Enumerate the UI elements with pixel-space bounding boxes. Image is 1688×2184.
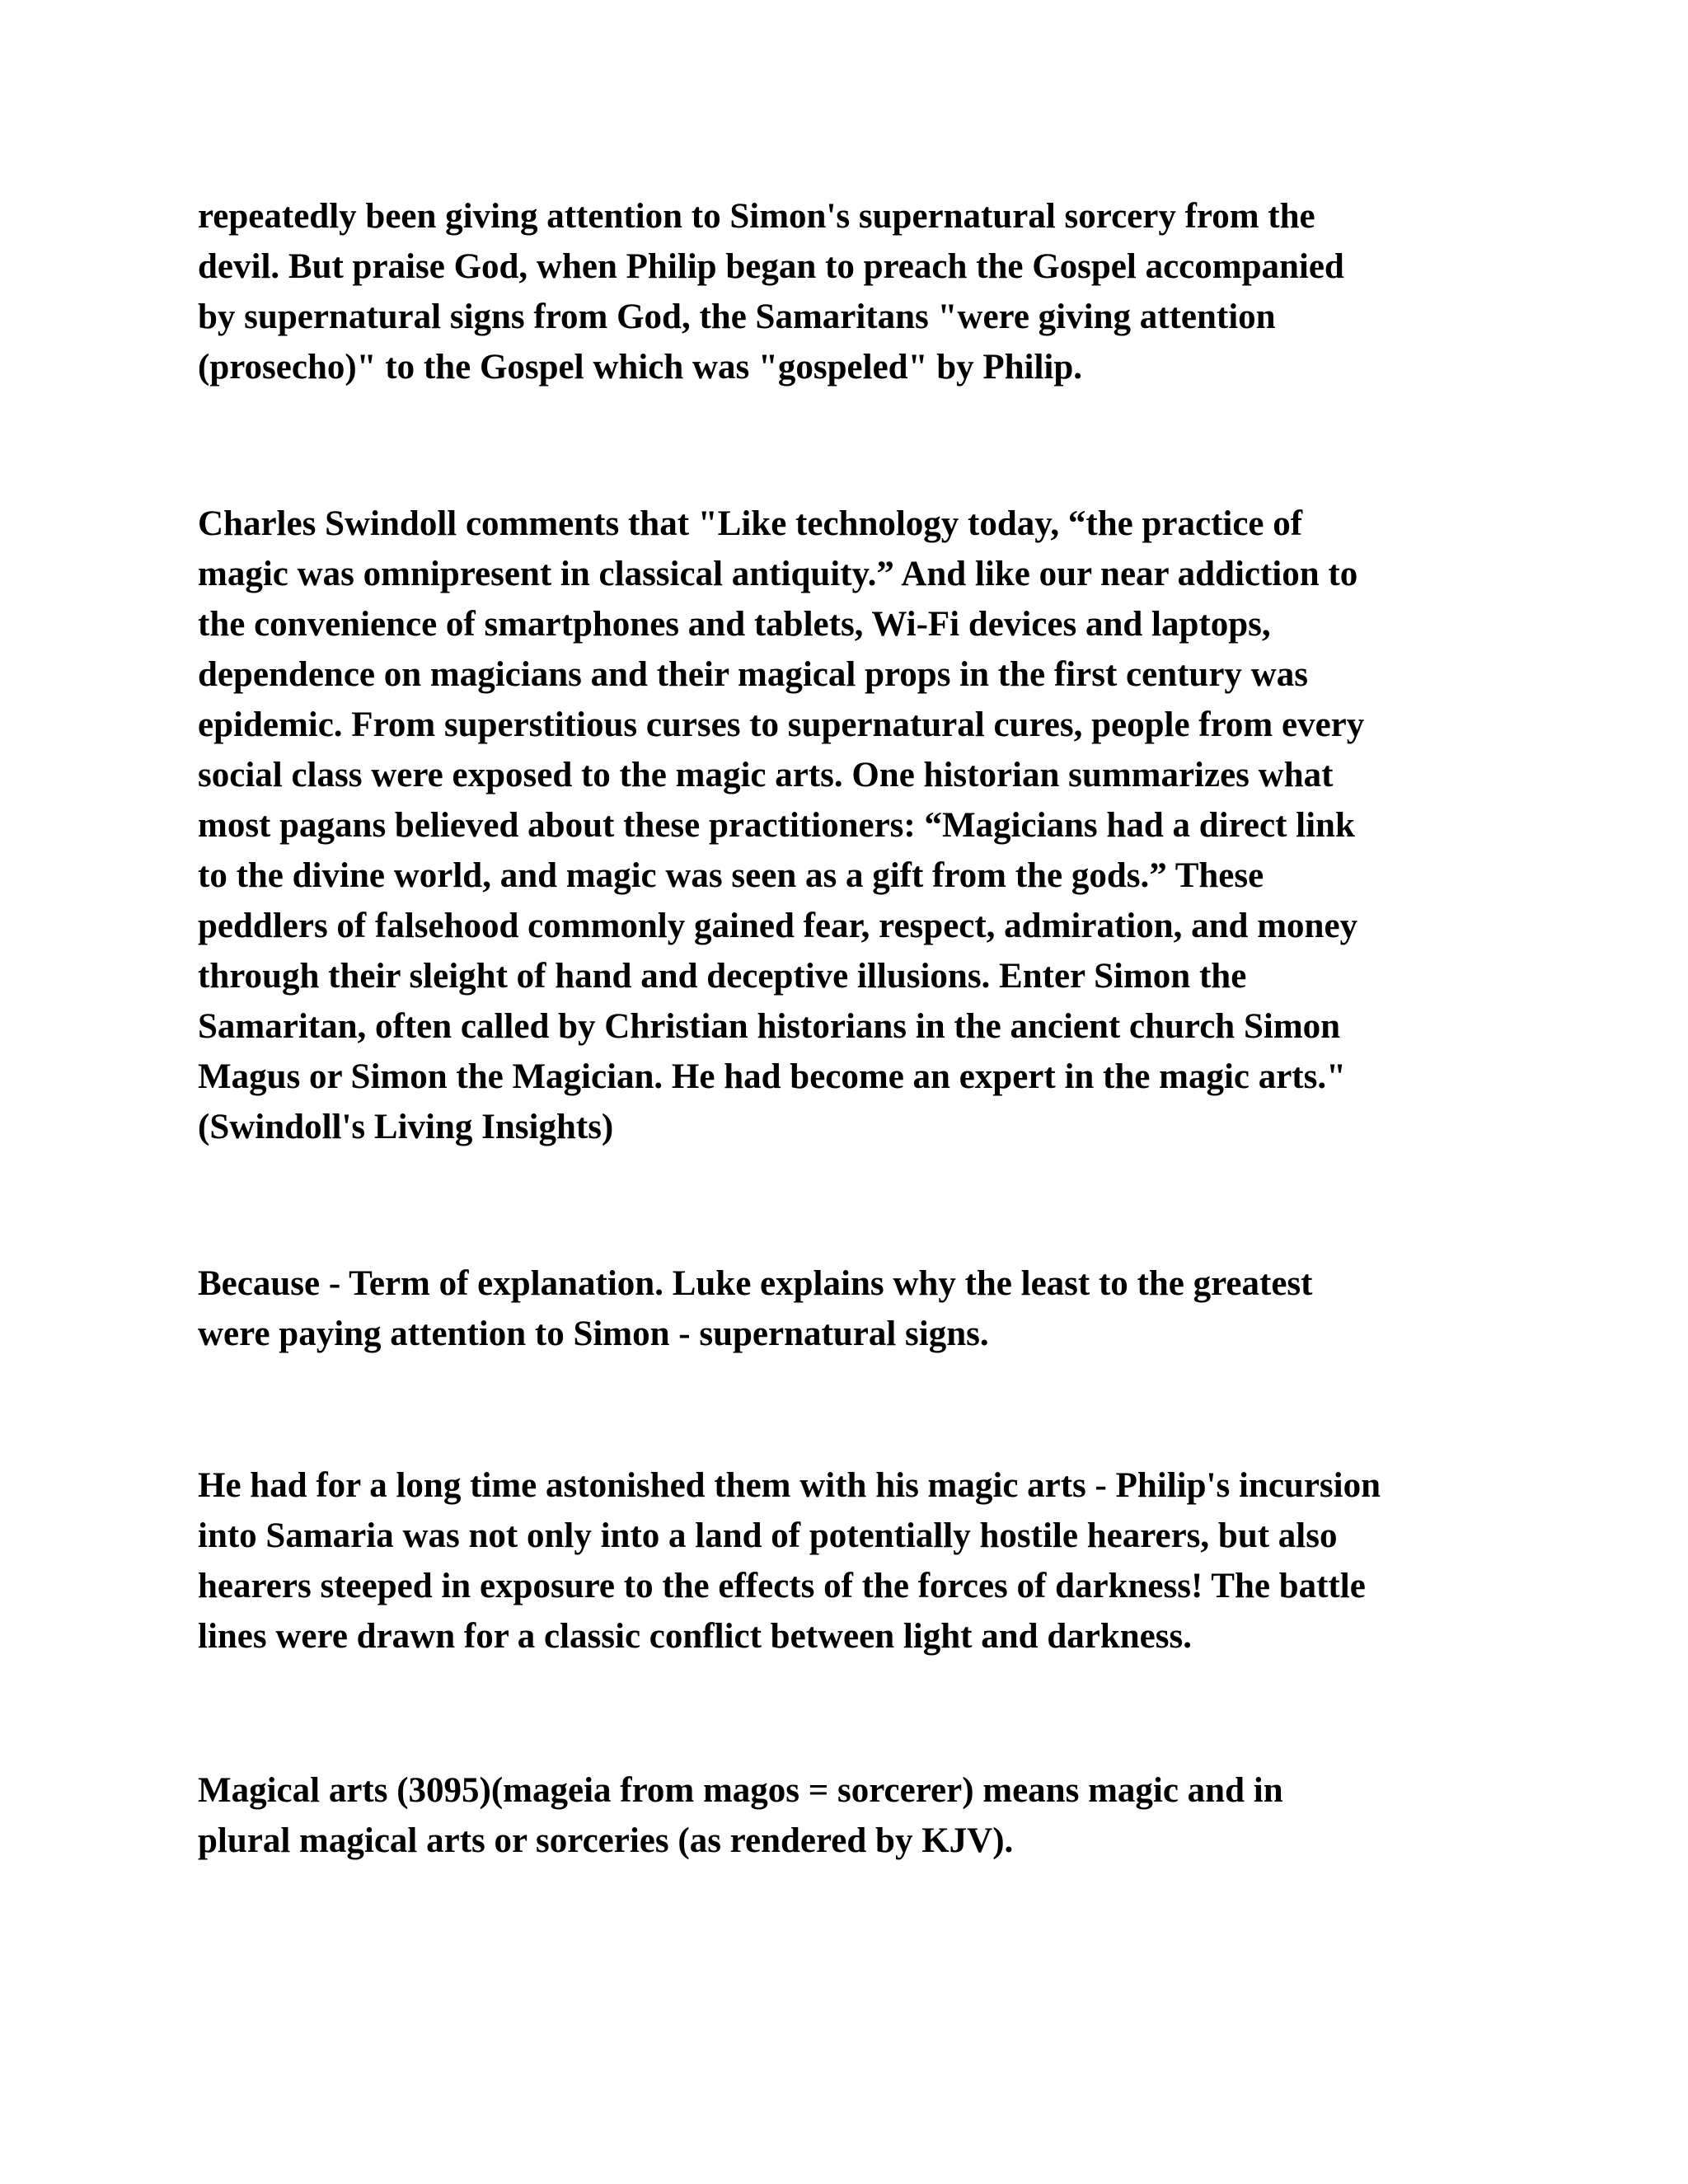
text-line: epidemic. From superstitious curses to supernatural cures, people from every: [198, 705, 1365, 744]
text-line: devil. But praise God, when Philip began to preach the Gospel accompanied: [198, 247, 1344, 286]
text-line: Samaritan, often called by Christian historians in the ancient church Simon: [198, 1007, 1341, 1046]
text-line: through their sleight of hand and deceptive illusions. Enter Simon the: [198, 957, 1247, 996]
text-line: social class were exposed to the magic arts. One historian summarizes what: [198, 756, 1334, 794]
text-line: (Swindoll's Living Insights): [198, 1108, 614, 1146]
paragraph-because: [198, 1258, 1517, 1359]
text-line: He had for a long time astonished them with his magic arts - Philip's incursion: [198, 1466, 1381, 1505]
text-line: (prosecho)" to the Gospel which was "gospeled" by Philip.: [198, 348, 1083, 387]
paragraph-magical-arts: [198, 1765, 1517, 1866]
text-line: Magus or Simon the Magician. He had become an expert in the magic arts.": [198, 1057, 1346, 1096]
paragraph-astonished: [198, 1460, 1517, 1661]
text-line: dependence on magicians and their magical props in the first century was: [198, 655, 1308, 694]
text-line: plural magical arts or sorceries (as rendered by KJV).: [198, 1821, 1014, 1860]
text-line: Because - Term of explanation. Luke explains why the least to the greatest: [198, 1264, 1313, 1303]
paragraph-swindoll-quote: [198, 499, 1517, 1152]
text-line: hearers steeped in exposure to the effects of the forces of darkness! The battle: [198, 1567, 1366, 1605]
text-line: Magical arts (3095)(mageia from magos = sorcerer) means magic and in: [198, 1771, 1283, 1810]
paragraph-simon-sorcery: [198, 191, 1517, 392]
text-line: by supernatural signs from God, the Samaritans "were giving attention: [198, 298, 1276, 336]
text-line: Charles Swindoll comments that "Like technology today, “the practice of: [198, 504, 1303, 543]
text-line: were paying attention to Simon - supernatural signs.: [198, 1315, 989, 1353]
text-line: into Samaria was not only into a land of potentially hostile hearers, but also: [198, 1516, 1338, 1555]
text-line: magic was omnipresent in classical antiquity.” And like our near addiction to: [198, 555, 1358, 593]
text-line: lines were drawn for a classic conflict between light and darkness.: [198, 1617, 1192, 1656]
text-line: most pagans believed about these practitioners: “Magicians had a direct link: [198, 806, 1355, 845]
text-line: peddlers of falsehood commonly gained fear, respect, admiration, and money: [198, 907, 1358, 945]
text-line: to the divine world, and magic was seen as a gift from the gods.” These: [198, 856, 1264, 895]
text-line: repeatedly been giving attention to Simon's supernatural sorcery from the: [198, 197, 1315, 236]
text-line: the convenience of smartphones and tablets, Wi-Fi devices and laptops,: [198, 605, 1271, 644]
